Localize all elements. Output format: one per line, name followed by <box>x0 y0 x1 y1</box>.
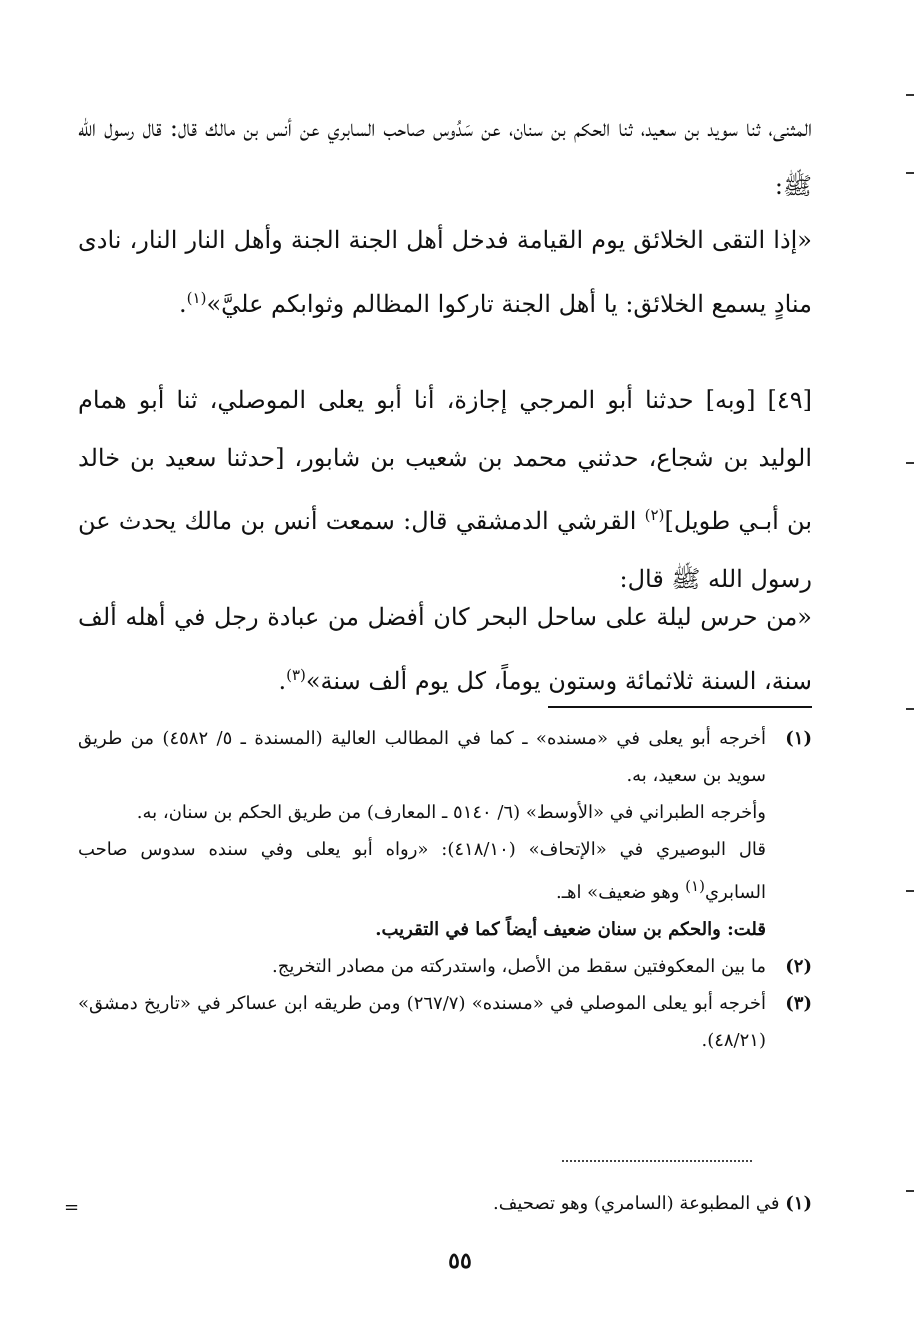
footnote-separator <box>548 706 812 708</box>
footnotes <box>78 720 812 1059</box>
footnote-line: أخرجه أبو يعلى الموصلي في «مسنده» (٢٦٧/٧) ومن طريقه ابن عساكر في «تاريخ دمشق» (٤٨/٢١). <box>78 993 766 1051</box>
footnote-line: ما بين المعكوفتين سقط من الأصل، واستدركته من مصادر التخريج. <box>272 956 766 977</box>
footnote-2 <box>78 948 812 985</box>
footnote-number: (١) <box>785 1193 812 1214</box>
footnote-text: قال البوصيري في «الإتحاف» (٤١٨/١٠): «رواه أبو يعلى وفي سنده سدوس صاحب السابري <box>78 839 767 903</box>
scan-mark <box>906 462 914 464</box>
scan-mark <box>906 890 914 892</box>
hadith-text-1 <box>78 212 812 333</box>
scan-mark <box>906 172 914 174</box>
footnote-ref: (١) <box>685 877 705 895</box>
scan-mark <box>906 708 914 710</box>
footnote-text-cont: وهو ضعيف» اهـ. <box>555 882 686 903</box>
footnote-ref: (١) <box>186 288 207 307</box>
page-number: ٥٥ <box>448 1248 472 1274</box>
footnote-1 <box>78 720 812 948</box>
paragraph-text: [٤٩] [وبه] حدثنا أبو المرجي إجازة، أنا أبو يعلى الموصلي، ثنا أبو همام الوليد بن شجاع، حدثني محمد بن شعيب بن شابور، [حدثنا سعيد بن خالد بن أبـي طويل] <box>78 386 812 535</box>
sub-footnote-separator <box>562 1160 752 1162</box>
footnote-line: أخرجه أبو يعلى في «مسنده» ـ كما في المطالب العالية (المسندة ـ ٥/ ٤٥٨٢) من طريق سويد بن سعيد، به. <box>78 728 766 786</box>
hadith-text-2 <box>78 589 812 710</box>
footnote-number: (٣) <box>785 993 812 1014</box>
footnote-ref: (٣) <box>286 665 306 684</box>
footnote-number: (١) <box>785 728 812 749</box>
paragraph-text: المثنى، ثنا سويد بن سعيد، ثنا الحكم بن سنان، عن سَدُوس صاحب السابري عن أنس بن مالك قال: قال رسول الله ﷺ: <box>78 114 812 200</box>
hadith-text: «من حرس ليلة على ساحل البحر كان أفضل من عبادة رجل في أهله ألف سنة، السنة ثلاثمائة وستون يوماً، كل يوم ألف سنة» <box>78 603 812 695</box>
scan-mark <box>906 94 914 96</box>
paragraph-isnad-1 <box>78 100 812 215</box>
period: . <box>179 289 187 318</box>
footnote-text: في المطبوعة (السامري) وهو تصحيف. <box>493 1193 780 1214</box>
footnote-line: قلت: والحكم بن سنان ضعيف أيضاً كما في التقريب. <box>375 919 766 940</box>
continuation-mark: = <box>64 1197 80 1218</box>
footnote-line: وأخرجه الطبراني في «الأوسط» (٦/ ٥١٤٠ ـ المعارف) من طريق الحكم بن سنان، به. <box>136 802 766 823</box>
hadith-text: «إذا التقى الخلائق يوم القيامة فدخل أهل الجنة الجنة وأهل النار النار، نادى منادٍ يسمع الخلائق: يا أهل الجنة تاركوا المظالم وثوابكم عليَّ» <box>78 226 812 318</box>
footnote-ref: (٢) <box>644 506 665 524</box>
paragraph-isnad-49 <box>78 372 812 608</box>
scan-mark <box>906 1190 914 1192</box>
footnote-3 <box>78 985 812 1059</box>
paragraph-text-cont: القرشي الدمشقي قال: سمعت أنس بن مالك يحدث عن رسول الله ﷺ قال: <box>78 507 812 593</box>
sub-footnote <box>78 1186 812 1222</box>
footnote-number: (٢) <box>785 956 812 977</box>
period: . <box>278 666 287 695</box>
footnote-line <box>78 831 766 911</box>
